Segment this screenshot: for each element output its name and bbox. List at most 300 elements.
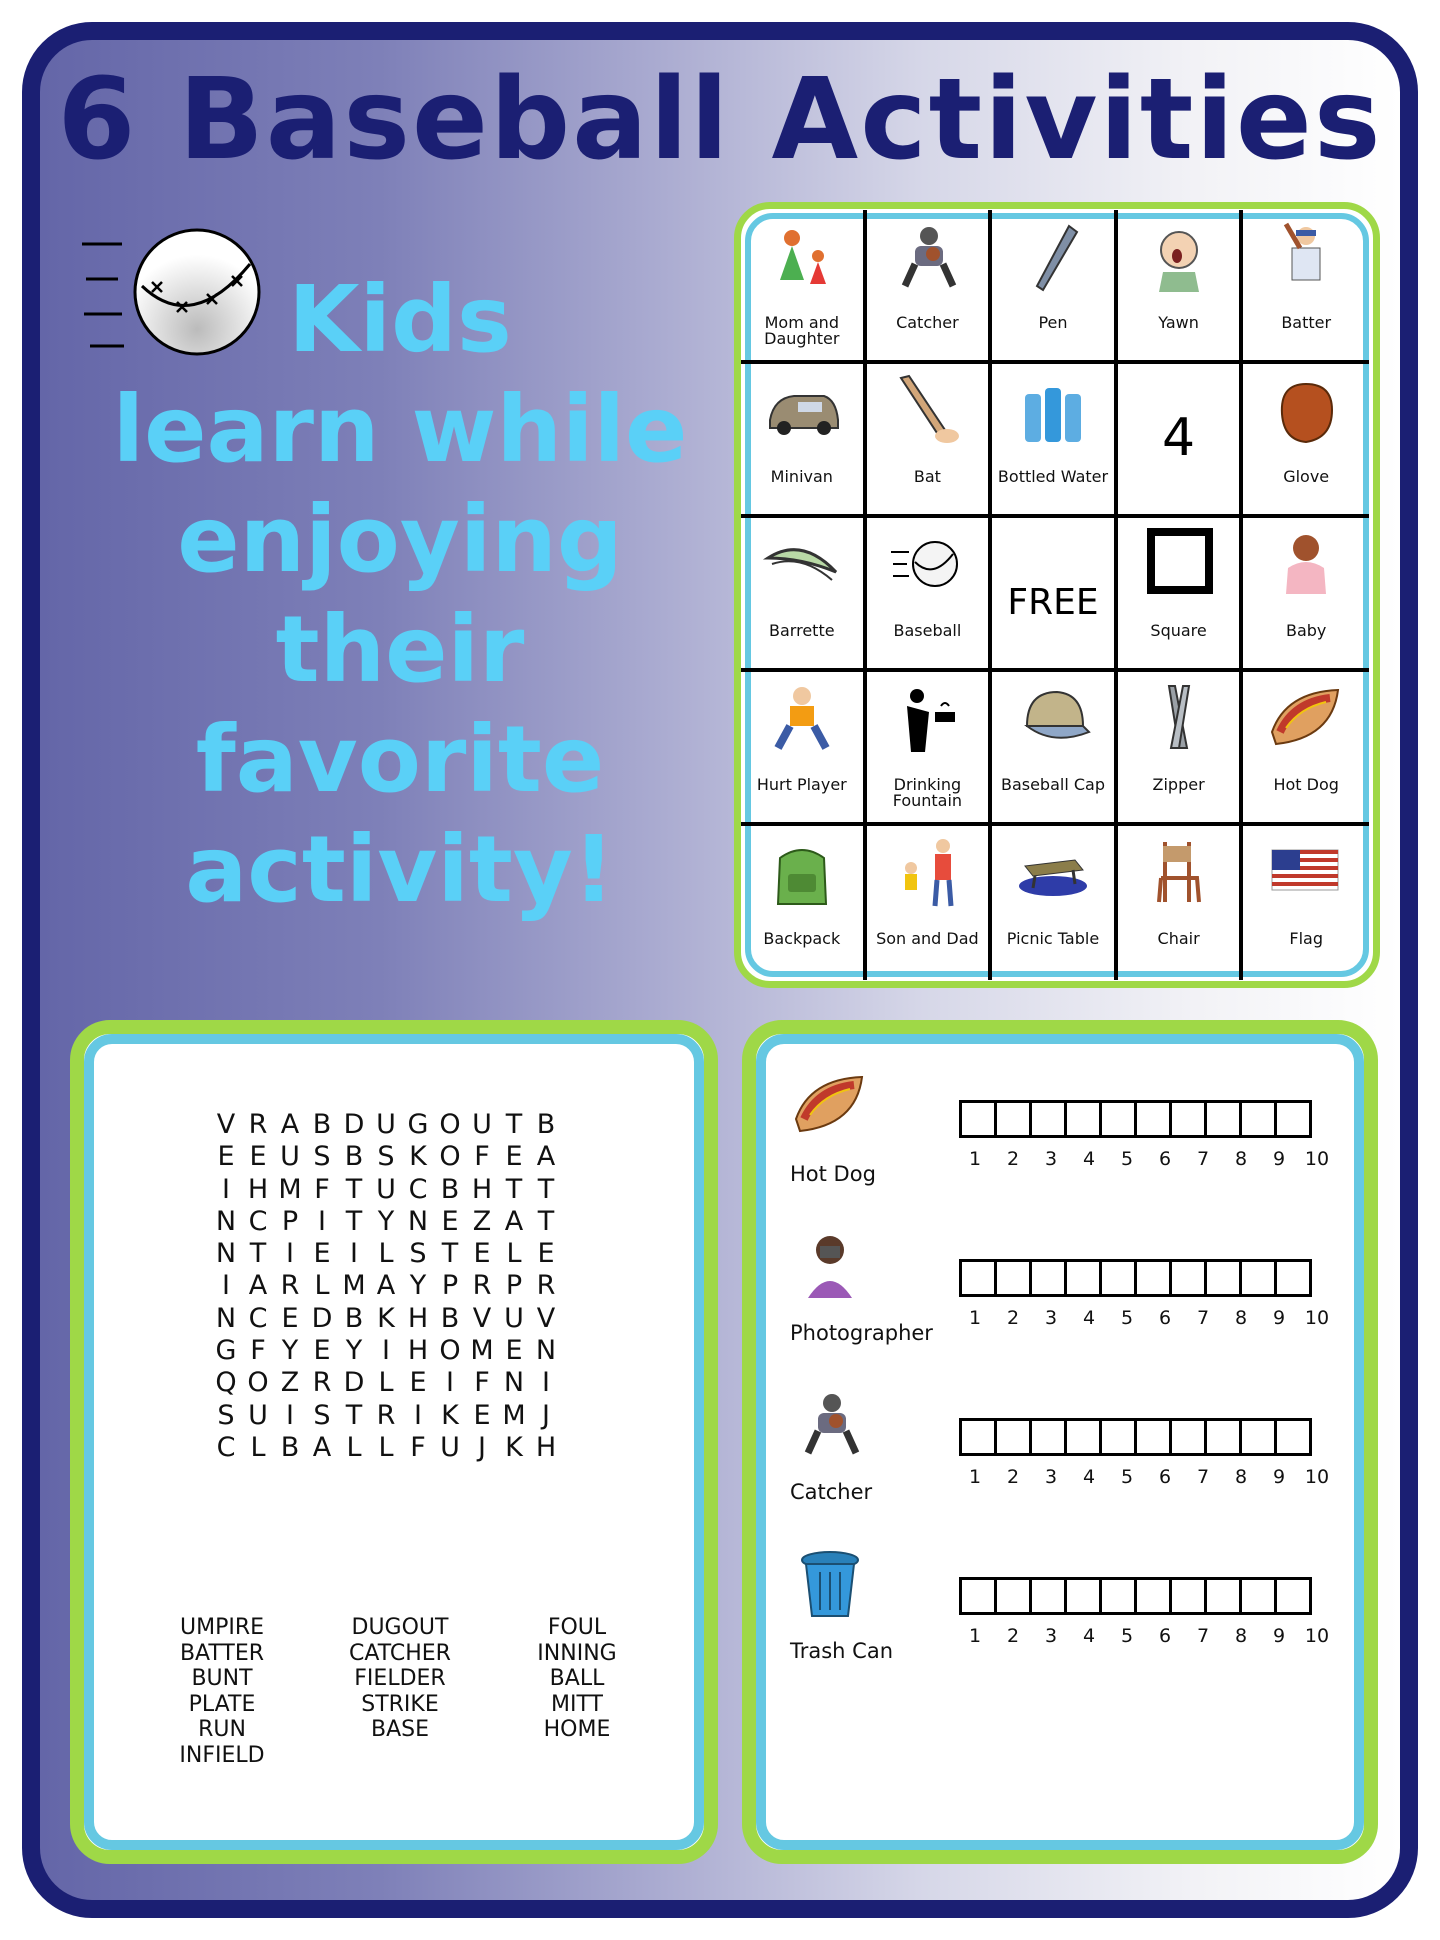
catcher-icon [887,220,967,294]
word-search-letter: H [471,1173,493,1205]
tally-row [790,1543,1350,1693]
word-list-column [315,1615,485,1743]
bingo-cell [1243,518,1369,672]
word-search-letter: P [281,1205,299,1237]
word-search-letter: E [505,1335,523,1367]
word-search-letter: V [536,1302,556,1334]
word-list-item: BASE [370,1717,429,1742]
photographer-icon [790,1225,870,1305]
bingo-label: Drinking Fountain [892,775,963,810]
bingo-cell [992,364,1118,518]
tally-number: 9 [1272,1307,1286,1329]
word-search-row [210,1109,562,1141]
word-search-letter: C [216,1431,236,1463]
word-search-letter: T [505,1109,523,1140]
word-search-row [210,1141,562,1173]
word-search-letter: T [505,1173,523,1205]
word-search-letter: S [409,1238,427,1270]
word-search-letter: N [215,1302,237,1334]
tally-box[interactable] [994,1259,1032,1297]
tally-box[interactable] [1169,1577,1207,1615]
word-search-letter: E [409,1367,427,1399]
tally-box[interactable] [1099,1577,1137,1615]
bingo-cell [992,518,1118,672]
tally-box[interactable] [1134,1577,1172,1615]
tally-box[interactable] [994,1577,1032,1615]
tally-box[interactable] [959,1259,997,1297]
word-search-letter: F [250,1335,266,1367]
word-search-letter: C [408,1173,428,1205]
word-search-letter: R [536,1270,556,1302]
tally-boxes [962,1100,1312,1138]
word-search-letter: N [215,1205,237,1237]
baseball-cap-icon [1013,682,1093,756]
bingo-cell [1243,364,1369,518]
word-search-row [210,1206,562,1238]
word-search-row [210,1238,562,1270]
tally-number: 1 [968,1148,982,1170]
word-search-letter: F [474,1141,490,1173]
word-search-letter: M [342,1270,366,1302]
bingo-label: Bat [913,467,941,486]
tally-box[interactable] [1134,1100,1172,1138]
word-search-letter: A [280,1109,300,1140]
word-search-letter: Y [345,1335,363,1367]
tally-box[interactable] [1204,1418,1242,1456]
word-list-item: BATTER [179,1640,265,1666]
bingo-cell [992,826,1118,980]
bingo-cell [992,210,1118,364]
bingo-number: 4 [1162,408,1196,468]
word-search-letter: P [441,1270,459,1302]
bingo-label: Hurt Player [756,775,847,794]
tally-number: 4 [1082,1307,1096,1329]
bingo-label: Yawn [1158,313,1199,332]
word-list-item: MITT [551,1691,603,1717]
bingo-label: Bottled Water [997,467,1109,486]
tally-number: 2 [1006,1307,1020,1329]
picnic-table-icon [1013,836,1093,910]
zipper-icon [1139,682,1219,756]
tally-number: 1 [968,1625,982,1647]
tally-number: 3 [1044,1625,1058,1647]
tagline-line: favorite [195,706,605,813]
tally-box[interactable] [1029,1418,1067,1456]
tally-number: 9 [1272,1625,1286,1647]
word-list-column [137,1615,307,1768]
word-search-letter: R [280,1270,300,1302]
bingo-label: Picnic Table [1006,929,1100,948]
word-search-letter: E [473,1238,491,1270]
word-list-item: UMPIRE [179,1615,265,1640]
tally-row [790,1066,1350,1216]
pen-icon [1013,220,1093,294]
word-list-item: FIELDER [354,1666,446,1691]
bingo-cell [1243,672,1369,826]
tally-number: 10 [1304,1625,1330,1647]
word-search-letter: E [313,1238,331,1270]
tally-number: 3 [1044,1307,1058,1329]
tally-number: 8 [1234,1148,1248,1170]
word-search-letter: C [248,1205,268,1237]
tally-box[interactable] [1099,1259,1137,1297]
tally-box[interactable] [959,1577,997,1615]
word-search-letter: E [217,1141,235,1173]
word-search-grid [210,1109,562,1464]
tally-numbers [956,1625,1336,1647]
word-search-letter: B [440,1173,460,1205]
tally-number: 10 [1304,1466,1330,1488]
tally-box[interactable] [1169,1259,1207,1297]
tagline-line: learn while [112,376,688,483]
word-search-letter: B [344,1302,364,1334]
tally-number: 8 [1234,1625,1248,1647]
word-search-letter: T [345,1173,363,1205]
word-search-letter: V [472,1302,492,1334]
tally-number: 2 [1006,1466,1020,1488]
bingo-cell [867,518,993,672]
son-dad-icon [887,836,967,910]
yawn-icon [1139,220,1219,294]
barrette-icon [762,528,842,602]
word-search-letter: E [313,1335,331,1367]
tally-number: 10 [1304,1307,1330,1329]
word-search-letter: A [504,1205,524,1237]
tally-number: 4 [1082,1625,1096,1647]
baseball-icon [887,528,967,602]
tally-box[interactable] [1099,1418,1137,1456]
word-search-letter: T [441,1238,459,1270]
word-search-letter: U [248,1399,268,1431]
word-search-letter: R [472,1270,492,1302]
word-search-letter: U [504,1302,524,1334]
word-search-letter: N [535,1335,557,1367]
bingo-cell [1118,826,1244,980]
tally-box[interactable] [1239,1259,1277,1297]
word-search-letter: E [281,1302,299,1334]
word-search-row [210,1367,562,1399]
word-search-letter: Q [215,1367,237,1399]
word-search-letter: L [250,1431,266,1463]
bingo-cell [1243,210,1369,364]
word-list-item: DUGOUT [351,1615,449,1640]
word-search-letter: I [222,1270,230,1302]
tagline [80,265,720,925]
tally-number: 3 [1044,1466,1058,1488]
tally-number: 2 [1006,1625,1020,1647]
word-search-letter: N [215,1238,237,1270]
bingo-label: Backpack [763,929,841,948]
tally-number: 5 [1120,1625,1134,1647]
word-search-letter: D [311,1302,333,1334]
tally-box[interactable] [959,1100,997,1138]
mom-daughter-icon [762,220,842,294]
tally-number: 8 [1234,1307,1248,1329]
word-list-item: STRIKE [361,1691,439,1717]
tagline-line: Kids [288,266,512,373]
tally-numbers [956,1307,1336,1329]
word-search-letter: I [446,1367,454,1399]
word-search-letter: K [377,1302,395,1334]
word-search-letter: K [505,1431,523,1463]
flag-icon [1266,836,1346,910]
bingo-label: Zipper [1152,775,1205,794]
tally-number: 6 [1158,1307,1172,1329]
tally-box[interactable] [1064,1100,1102,1138]
tally-number: 3 [1044,1148,1058,1170]
word-search-letter: H [535,1431,557,1463]
word-search-letter: S [313,1399,331,1431]
bingo-cell [867,672,993,826]
word-search-letter: A [536,1141,556,1173]
word-search-letter: I [414,1399,422,1431]
chair-icon [1139,836,1219,910]
word-search-letter: S [377,1141,395,1173]
word-list-item: PLATE [188,1691,256,1717]
tally-row [790,1225,1350,1375]
bingo-label: Glove [1283,467,1330,486]
word-list-item: BALL [549,1666,605,1691]
bingo-label: Mom and Daughter [764,313,840,348]
word-search-letter: L [378,1431,394,1463]
word-search-letter: O [439,1141,461,1173]
bingo-label: Baby [1285,621,1327,640]
tally-box[interactable] [1204,1259,1242,1297]
word-search-letter: T [537,1173,555,1205]
tally-label: Trash Can [790,1639,894,1663]
word-search-letter: C [248,1302,268,1334]
backpack-icon [762,836,842,910]
word-search-letter: O [247,1367,269,1399]
word-search-letter: S [217,1399,235,1431]
bingo-label: Son and Dad [876,929,979,948]
word-search-letter: L [378,1367,394,1399]
word-list-column [492,1615,662,1743]
word-search-letter: Y [377,1205,395,1237]
trash-can-icon [790,1543,870,1623]
tally-number: 4 [1082,1148,1096,1170]
tally-boxes [962,1259,1312,1297]
word-search-letter: I [222,1173,230,1205]
tally-box[interactable] [1029,1259,1067,1297]
bingo-label: Square [1150,621,1207,640]
tally-number: 5 [1120,1307,1134,1329]
bingo-cell [741,826,867,980]
tally-row [790,1384,1350,1534]
word-search-letter: U [280,1141,300,1173]
hot-dog-icon [790,1066,870,1146]
bingo-cell [992,672,1118,826]
word-search-letter: U [376,1109,396,1140]
tally-box[interactable] [1239,1577,1277,1615]
tally-box[interactable] [1169,1418,1207,1456]
word-search-letter: S [313,1141,331,1173]
tally-numbers [956,1466,1336,1488]
page-title: 6 Baseball Activities [57,55,1383,185]
tally-box[interactable] [1134,1418,1172,1456]
word-search-letter: D [343,1109,365,1140]
tally-number: 8 [1234,1466,1248,1488]
tagline-line: enjoying [177,486,623,593]
bingo-label: Flag [1289,929,1323,948]
tally-box[interactable] [1274,1418,1312,1456]
tally-box[interactable] [1274,1577,1312,1615]
batter-icon [1266,220,1346,294]
tally-label: Photographer [790,1321,933,1345]
tally-box[interactable] [1204,1577,1242,1615]
tally-label: Hot Dog [790,1162,876,1186]
tally-box[interactable] [994,1100,1032,1138]
bingo-cell [1118,364,1244,518]
bat-icon [887,374,967,448]
word-list-item: CATCHER [349,1640,451,1666]
word-search-letter: E [505,1141,523,1173]
word-search-letter: L [314,1270,330,1302]
bingo-label: Barrette [769,621,835,640]
bingo-label: Chair [1157,929,1200,948]
tally-box[interactable] [1204,1100,1242,1138]
bingo-cell [867,210,993,364]
bingo-cell [1118,210,1244,364]
word-search-letter: M [502,1399,526,1431]
word-search-letter: B [536,1109,556,1140]
tally-box[interactable] [1239,1418,1277,1456]
tally-boxes [962,1418,1312,1456]
bingo-label: Baseball [893,621,962,640]
tally-box[interactable] [1064,1418,1102,1456]
word-search-letter: A [376,1270,396,1302]
word-search-letter: U [376,1173,396,1205]
tally-box[interactable] [1134,1259,1172,1297]
word-search-letter: J [542,1399,550,1431]
bingo-free-space: FREE [1007,582,1099,623]
tally-box[interactable] [1274,1259,1312,1297]
bingo-grid [741,210,1369,980]
bingo-cell [867,364,993,518]
word-search-letter: P [505,1270,523,1302]
word-search-letter: Y [281,1335,299,1367]
word-search-row [210,1303,562,1335]
word-list-item: HOME [543,1717,611,1742]
bingo-label: Minivan [770,467,833,486]
tally-box[interactable] [994,1418,1032,1456]
word-search-letter: H [247,1173,269,1205]
bingo-cell [1118,672,1244,826]
word-search-letter: U [472,1109,492,1140]
bingo-cell [1243,826,1369,980]
bingo-cell [741,518,867,672]
word-search-letter: F [410,1431,426,1463]
bingo-cell [867,826,993,980]
word-search-letter: T [249,1238,267,1270]
word-search-letter: E [249,1141,267,1173]
tally-box[interactable] [1239,1100,1277,1138]
tally-number: 10 [1304,1148,1330,1170]
tally-number: 4 [1082,1466,1096,1488]
word-search-letter: T [345,1205,363,1237]
word-search-row [210,1174,562,1206]
tally-box[interactable] [1274,1100,1312,1138]
minivan-icon [762,374,842,448]
word-list-item: FOUL [547,1615,607,1640]
word-search-letter: H [407,1335,429,1367]
tally-boxes [962,1577,1312,1615]
hurt-player-icon [762,682,842,756]
word-search-letter: K [441,1399,459,1431]
word-search-letter: L [506,1238,522,1270]
word-list-item: RUN [198,1717,246,1742]
tally-box[interactable] [959,1418,997,1456]
word-search-letter: T [537,1205,555,1237]
tally-number: 6 [1158,1148,1172,1170]
word-search-letter: O [439,1109,461,1140]
word-search-letter: M [470,1335,494,1367]
tally-number: 6 [1158,1466,1172,1488]
word-search-letter: I [542,1367,550,1399]
word-search-letter: F [474,1367,490,1399]
word-search-letter: A [248,1270,268,1302]
tagline-line: their [275,596,525,703]
word-search-letter: I [350,1238,358,1270]
word-search-letter: I [382,1335,390,1367]
bingo-cell [741,210,867,364]
tally-box[interactable] [1029,1100,1067,1138]
word-search-letter: F [314,1173,330,1205]
word-search-letter: G [407,1109,429,1140]
word-search-letter: D [343,1367,365,1399]
word-search-row [210,1432,562,1464]
word-search-letter: E [473,1399,491,1431]
tally-number: 1 [968,1307,982,1329]
word-search-letter: Z [280,1367,300,1399]
square-icon [1139,528,1219,602]
tally-number: 1 [968,1466,982,1488]
word-search-letter: B [440,1302,460,1334]
word-search-letter: L [346,1431,362,1463]
word-search-letter: E [537,1238,555,1270]
word-search-row [210,1270,562,1302]
word-search-letter: U [440,1431,460,1463]
word-search-letter: G [215,1335,237,1367]
word-list-item: BUNT [191,1666,253,1691]
word-search-letter: E [441,1205,459,1237]
tally-box[interactable] [1029,1577,1067,1615]
tally-number: 6 [1158,1625,1172,1647]
word-search-letter: B [280,1431,300,1463]
word-search-letter: B [312,1109,332,1140]
word-search-letter: O [439,1335,461,1367]
word-search-letter: N [503,1367,525,1399]
bingo-label: Batter [1281,313,1332,332]
tagline-line: activity! [185,816,615,923]
baby-icon [1266,528,1346,602]
tally-box[interactable] [1064,1259,1102,1297]
tally-box[interactable] [1099,1100,1137,1138]
tally-number: 7 [1196,1625,1210,1647]
word-search-letter: R [312,1367,332,1399]
tally-number: 2 [1006,1148,1020,1170]
tally-number: 9 [1272,1148,1286,1170]
tally-label: Catcher [790,1480,873,1504]
tally-box[interactable] [1169,1100,1207,1138]
word-search-letter: I [318,1205,326,1237]
bingo-label: Pen [1038,313,1068,332]
word-search-letter: M [278,1173,302,1205]
word-search-letter: J [478,1431,486,1463]
tally-numbers [956,1148,1336,1170]
tally-box[interactable] [1064,1577,1102,1615]
word-search-letter: N [407,1205,429,1237]
